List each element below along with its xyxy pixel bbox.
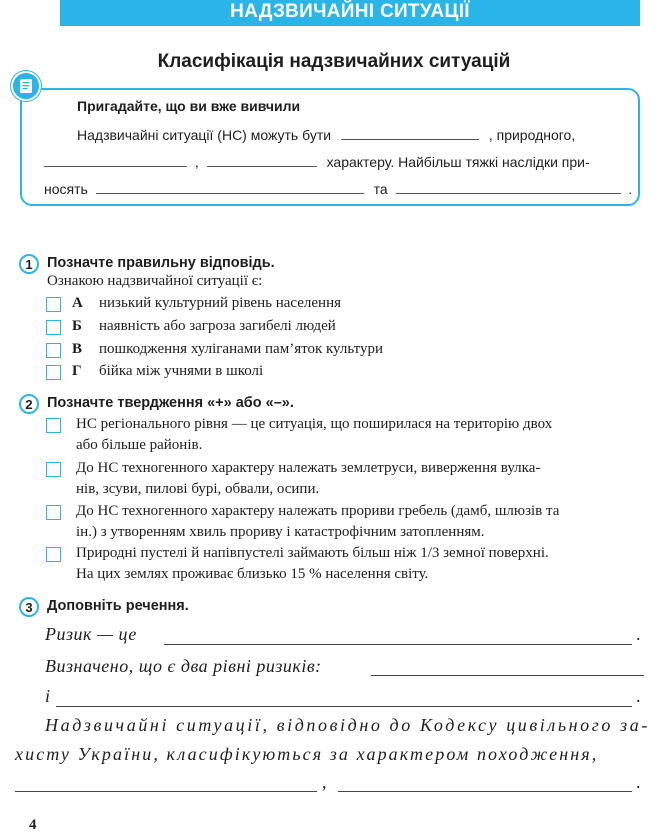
recall-line-2-text: характеру. Найбільш тяжкі наслідки при-: [326, 154, 590, 170]
origin-comma: ,: [322, 772, 327, 792]
recall-line-3-and: та: [373, 181, 388, 197]
section-header-title: НАДЗВИЧАЙНІ СИТУАЦІЇ: [230, 1, 470, 22]
recall-line-3-end: .: [628, 181, 633, 197]
task-1-checkbox-b[interactable]: [46, 320, 61, 335]
task-1-option-d-letter: Г: [72, 363, 82, 379]
task-1-option-b-letter: Б: [72, 318, 82, 334]
risk-definition-blank[interactable]: [164, 644, 632, 645]
task-3-number: 3: [19, 597, 39, 617]
recall-line-1: [77, 127, 575, 143]
task-1-option-c-letter: В: [72, 341, 83, 357]
recall-line-2-comma: ,: [194, 154, 199, 170]
risk-levels-and: і: [45, 686, 51, 706]
page-number: 4: [29, 817, 37, 833]
recall-line-2: [44, 154, 590, 170]
task-1-option-c-text: пошкодження хуліганами пам’яток культури: [99, 341, 384, 357]
codex-line-2: хисту України, класифікуються за характером походження,: [15, 744, 599, 764]
task-1-title: Позначте правильну відповідь.: [47, 255, 275, 271]
page-title: Класифікація надзвичайних ситуацій: [157, 51, 511, 72]
task-2-checkbox-4[interactable]: [46, 547, 61, 562]
task-1-checkbox-a[interactable]: [46, 297, 61, 312]
recall-blank-4[interactable]: [96, 183, 364, 194]
origin-blank-1[interactable]: [15, 791, 317, 792]
task-2-title: Позначте твердження «+» або «–».: [47, 395, 294, 411]
risk-levels-label: Визначено, що є два рівні ризиків:: [45, 656, 322, 676]
task-2-statement-4-line-2: На цих землях проживає близько 15 % населення світу.: [76, 566, 429, 582]
notebook-icon: [11, 71, 41, 101]
recall-heading: Пригадайте, що ви вже вивчили: [77, 98, 301, 114]
codex-line-1: Надзвичайні ситуації, відповідно до Кодексу цивільного за-: [45, 715, 650, 735]
task-3-title: Доповніть речення.: [47, 598, 189, 614]
task-1-option-d-text: бійка між учнями в школі: [99, 363, 264, 379]
section-header-banner: [60, 0, 640, 26]
task-2-number: 2: [19, 394, 39, 414]
task-1-option-a-text: низький культурний рівень населення: [99, 295, 341, 311]
task-2-statement-1-line-1: НС регіонального рівня — це ситуація, що поширилася на територію двох: [76, 416, 553, 432]
recall-blank-2[interactable]: [44, 156, 187, 167]
recall-blank-3[interactable]: [207, 156, 317, 167]
recall-blank-1[interactable]: [341, 129, 479, 140]
task-2-statement-1-line-2: або більше районів.: [76, 437, 203, 453]
risk-levels-blank-2[interactable]: [56, 706, 632, 707]
origin-dot: .: [636, 772, 641, 792]
risk-levels-blank-1[interactable]: [371, 675, 644, 676]
recall-line-1-text: Надзвичайні ситуації (НС) можуть бути: [77, 127, 332, 143]
recall-box: [20, 88, 640, 206]
task-2-statement-2-line-2: нів, зсуви, пилові бурі, обвали, осипи.: [76, 481, 320, 497]
task-2-statement-2-line-1: До НС техногенного характеру належать землетруси, виверження вулка-: [76, 460, 541, 476]
risk-definition-dot: .: [636, 624, 641, 644]
recall-line-3: [44, 181, 632, 197]
recall-line-3-start: носять: [44, 181, 88, 197]
recall-line-1-end: , природного,: [488, 127, 576, 143]
origin-blank-2[interactable]: [338, 791, 632, 792]
risk-levels-dot: .: [636, 686, 641, 706]
task-2-checkbox-2[interactable]: [46, 462, 61, 477]
task-1-option-a-letter: А: [72, 295, 83, 311]
task-1-checkbox-d[interactable]: [46, 365, 61, 380]
task-1-number: 1: [19, 254, 39, 274]
risk-definition-label: Ризик — це: [45, 624, 137, 644]
task-1-checkbox-c[interactable]: [46, 343, 61, 358]
task-1-prompt: Ознакою надзвичайної ситуації є:: [47, 273, 263, 289]
task-1-option-b-text: наявність або загроза загибелі людей: [99, 318, 336, 334]
task-2-statement-3-line-2: ін.) з утворенням хвиль прориву і катастрофічним затопленням.: [76, 524, 485, 540]
task-2-checkbox-3[interactable]: [46, 505, 61, 520]
task-2-statement-4-line-1: Природні пустелі й напівпустелі займають більш ніж 1/3 земної поверхні.: [76, 545, 549, 561]
task-2-checkbox-1[interactable]: [46, 418, 61, 433]
task-2-statement-3-line-1: До НС техногенного характеру належать прориви гребель (дамб, шлюзів та: [76, 503, 560, 519]
recall-blank-5[interactable]: [396, 183, 621, 194]
